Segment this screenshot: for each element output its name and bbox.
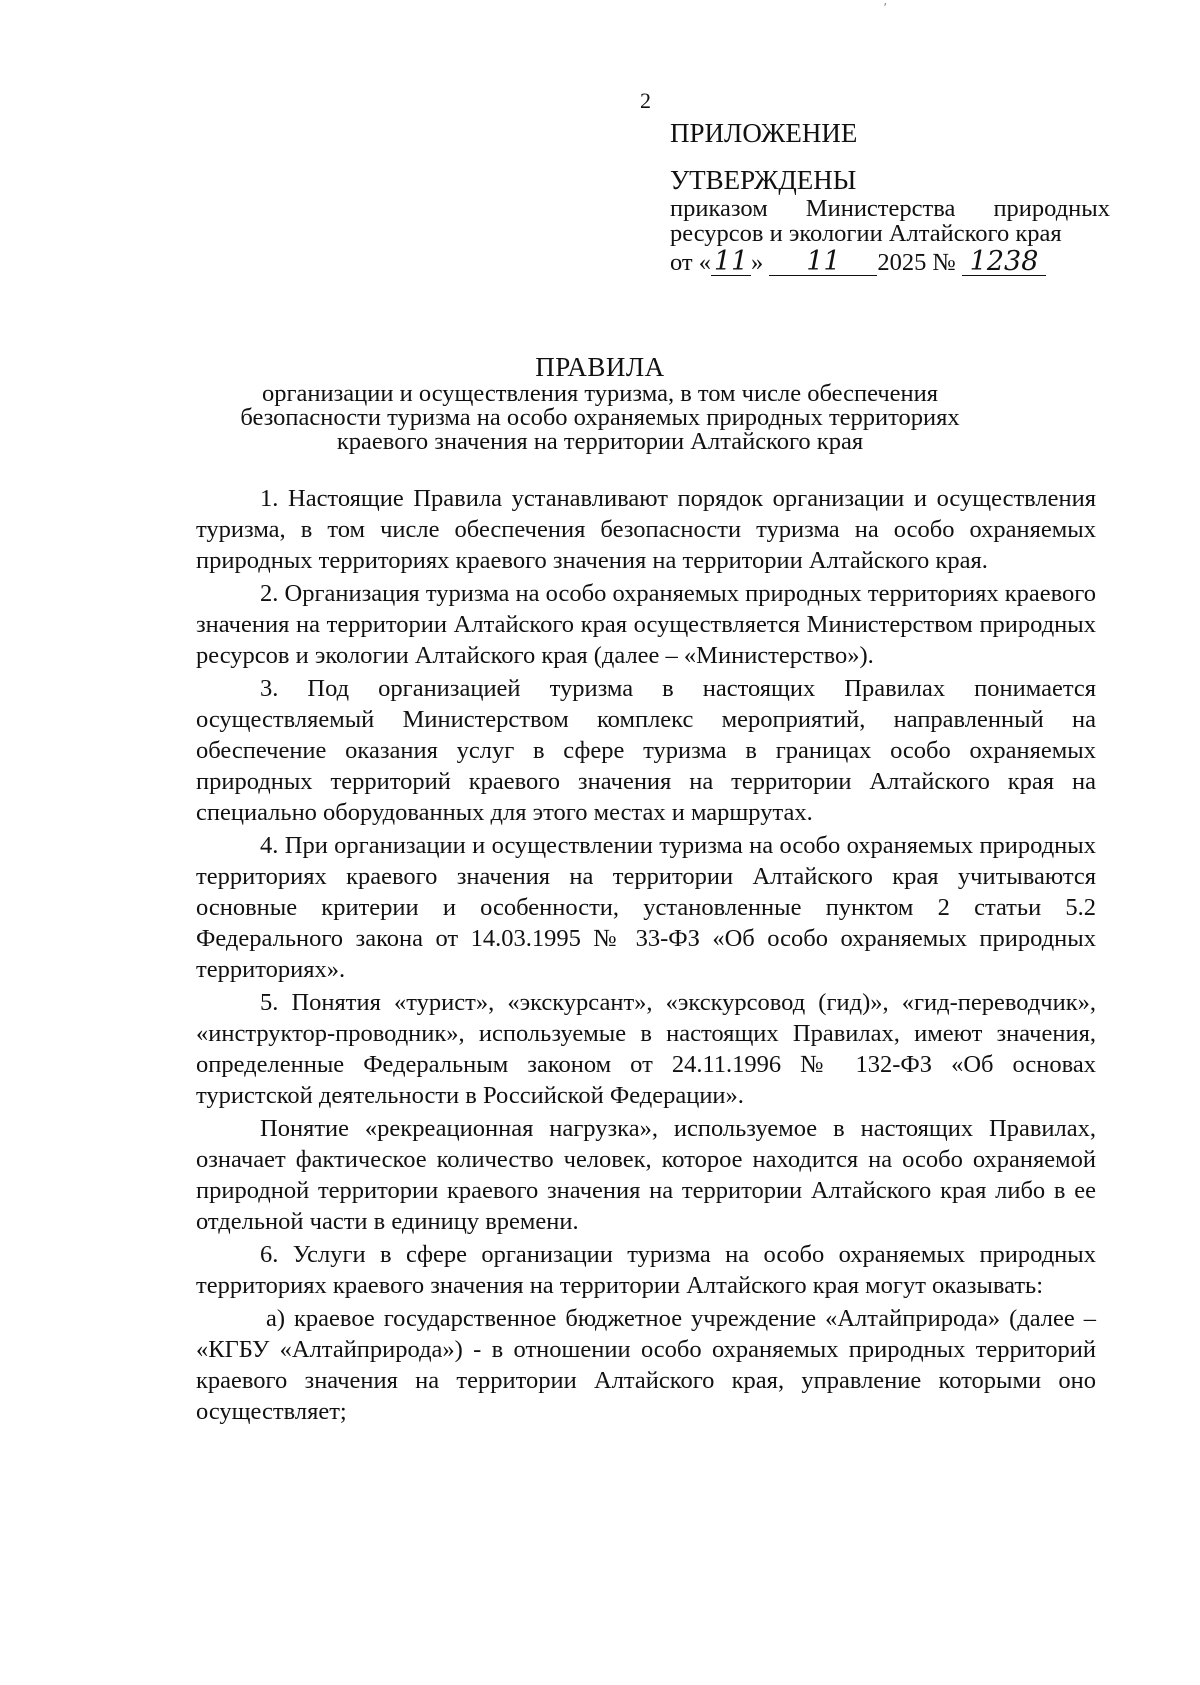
order-date-line: [670, 248, 1110, 278]
document-title: [180, 352, 1020, 454]
paragraph-4: 4. При организации и осуществлении туризма на особо охраняемых природных территориях краевого значения на территории Алтайского края учитываются основные критерии и особенности, установленные пунктом 2 статьи 5.2 Федерального закона от 14.03.1995 № 33-ФЗ «Об особо охраняемых природных территориях».: [196, 832, 1096, 983]
date-prefix: от «: [670, 249, 712, 276]
handwritten-month: 11: [769, 249, 877, 276]
paragraph-6-a: а) краевое государственное бюджетное учреждение «Алтайприрода» (далее – «КГБУ «Алтайприрода») - в отношении особо охраняемых природных территорий краевого значения на территории Алтайского края, управление которыми оно осуществляет;: [196, 1305, 1096, 1425]
paragraph-3: 3. Под организацией туризма в настоящих Правилах понимается осуществляемый Министерством комплекс мероприятий, направленный на обеспечение оказания услуг в сфере туризма в границах особо охраняемых природных территорий краевого значения на территории Алтайского края на специально оборудованных для этого местах и маршрутах.: [196, 675, 1096, 826]
date-quote-close: »: [751, 249, 764, 276]
paragraph-1: 1. Настоящие Правила устанавливают порядок организации и осуществления туризма, в том числе обеспечения безопасности туризма на особо охраняемых природных территориях краевого значения на территории Алтайского края.: [196, 485, 1096, 574]
handwritten-day: 11: [711, 249, 751, 276]
title-main: ПРАВИЛА: [535, 352, 665, 382]
approved-label: УТВЕРЖДЕНЫ: [670, 165, 857, 195]
paragraph-5-definition: Понятие «рекреационная нагрузка», используемое в настоящих Правилах, означает фактическое количество человек, которое находится на особо охраняемой природной территории краевого значения на территории Алтайского края либо в ее отдельной части в единицу времени.: [196, 1115, 1096, 1235]
date-year: 2025 №: [877, 249, 956, 276]
document-body: [196, 483, 1096, 1429]
title-subtitle-line: краевого значения на территории Алтайского края: [336, 428, 864, 455]
appendix-label: ПРИЛОЖЕНИЕ: [670, 118, 858, 148]
order-text: приказом Министерства природных ресурсов и экологии Алтайского края: [670, 195, 1110, 247]
scan-mark: ʹ: [884, 0, 887, 14]
title-subtitle-line: безопасности туризма на особо охраняемых природных территориях: [240, 404, 960, 431]
page-number: 2: [640, 88, 651, 113]
paragraph-2: 2. Организация туризма на особо охраняемых природных территориях краевого значения на территории Алтайского края осуществляется Министерством природных ресурсов и экологии Алтайского края (далее – «Министерство»).: [196, 580, 1096, 669]
paragraph-5: 5. Понятия «турист», «экскурсант», «экскурсовод (гид)», «гид-переводчик», «инструктор-проводник», используемые в настоящих Правилах, имеют значения, определенные Федеральным законом от 24.11.1996 № 132-ФЗ «Об основах туристской деятельности в Российской Федерации».: [196, 989, 1096, 1109]
title-subtitle-line: организации и осуществления туризма, в том числе обеспечения: [261, 380, 939, 407]
handwritten-order-number: 1238: [962, 249, 1046, 276]
approval-block: [670, 118, 1110, 278]
paragraph-6: 6. Услуги в сфере организации туризма на особо охраняемых природных территориях краевого значения на территории Алтайского края могут оказывать:: [196, 1241, 1096, 1299]
